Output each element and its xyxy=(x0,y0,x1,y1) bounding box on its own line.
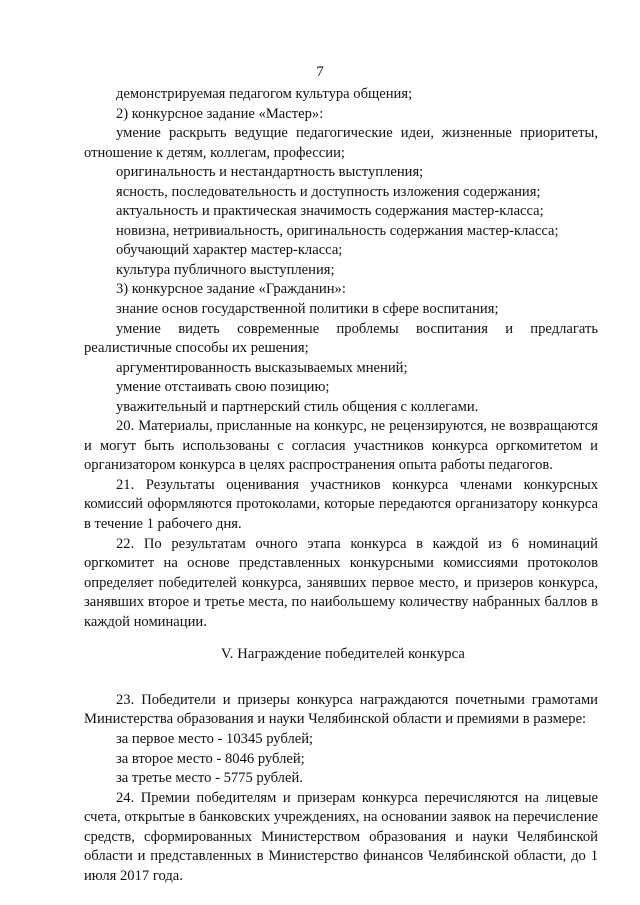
criterion-line: новизна, нетривиальность, оригинальность содержания мастер-класса; xyxy=(116,222,559,239)
prize-line: за первое место - 10345 рублей; xyxy=(116,730,314,747)
paragraph-24: 24. Премии победителям и призерам конкурса перечисляются на лицевые счета, открытые в банковских учреждениях, на основании заявок на перечисление средств, сформированных Министерством образования и науки Челябинской области и представленных в Министерство финансов Челябинской области, до 1 июля 2017 года. xyxy=(84,789,598,884)
paragraph-23: 23. Победители и призеры конкурса награждаются почетными грамотами Министерства образования и науки Челябинской области и премиями в размере: xyxy=(84,691,598,728)
criterion-line: знание основ государственной политики в сфере воспитания; xyxy=(116,301,499,318)
criterion-line: аргументированность высказываемых мнений; xyxy=(116,359,408,376)
paragraph-21: 21. Результаты оценивания участников конкурса членами конкурсных комиссий оформляются протоколами, которые передаются организатору конкурса в течение 1 рабочего дня. xyxy=(84,476,598,533)
criterion-line: оригинальность и нестандартность выступления; xyxy=(116,164,424,181)
criterion-line: умение отстаивать свою позицию; xyxy=(116,379,330,396)
criterion-line: обучающий характер мастер-класса; xyxy=(116,242,343,259)
criterion-line: ясность, последовательность и доступность изложения содержания; xyxy=(116,183,541,200)
criterion-line: актуальность и практическая значимость содержания мастер-класса; xyxy=(116,203,544,220)
task-title-citizen: 3) конкурсное задание «Гражданин»: xyxy=(116,281,346,298)
document-body xyxy=(84,85,598,886)
criterion-line: демонстрируемая педагогом культура общения; xyxy=(116,86,413,102)
criterion-paragraph: умение видеть современные проблемы воспитания и предлагать реалистичные способы их решения; xyxy=(84,320,598,357)
paragraph-22: 22. По результатам очного этапа конкурса в каждой из 6 номинаций оргкомитет на основе представленных конкурсными комиссиями протоколов определяет победителей конкурса, занявших первое место, и призеров конкурса, занявших второе и третье места, по наибольшему количеству набранных баллов в каждой номинации. xyxy=(84,535,598,630)
task-title-master: 2) конкурсное задание «Мастер»: xyxy=(116,105,324,122)
criterion-line: культура публичного выступления; xyxy=(116,261,335,278)
prize-line: за третье место - 5775 рублей. xyxy=(116,770,303,787)
section-heading: V. Награждение победителей конкурса xyxy=(221,646,465,663)
prize-line: за второе место - 8046 рублей; xyxy=(116,750,305,767)
page-number: 7 xyxy=(316,64,324,80)
paragraph-20: 20. Материалы, присланные на конкурс, не рецензируются, не возвращаются и могут быть использованы с согласия участников конкурса оргкомитетом и организатором конкурса в целях распространения опыта работы педагогов. xyxy=(84,418,598,474)
criterion-paragraph: умение раскрыть ведущие педагогические идеи, жизненные приоритеты, отношение к детям, коллегам, профессии; xyxy=(84,125,598,161)
criterion-line: уважительный и партнерский стиль общения с коллегами. xyxy=(116,398,479,415)
